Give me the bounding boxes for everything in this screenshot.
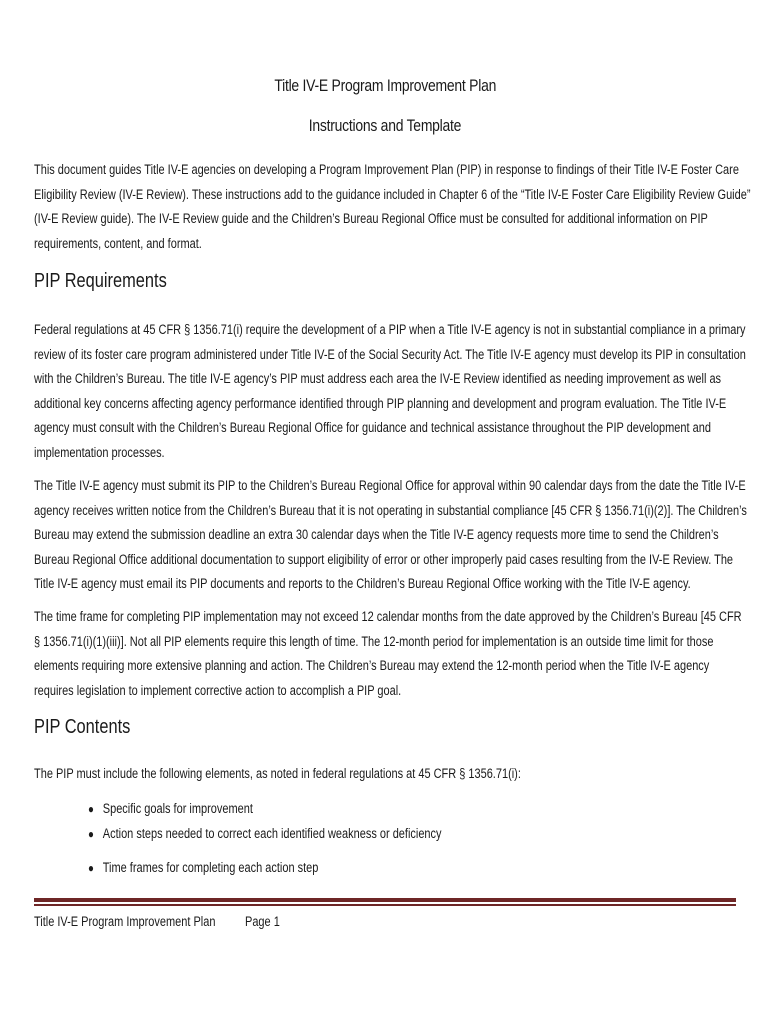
paragraph-line: Federal regulations at 45 CFR § 1356.71(i) require the development of a PIP when a Title IV-E agency is not in substantial compliance in a primary <box>34 322 746 337</box>
paragraph-line: elements requiring more extensive planning and action. The Children’s Bureau may extend the 12-month period when the Title IV-E agency <box>34 658 710 673</box>
intro-line: requirements, content, and format. <box>34 235 202 251</box>
page-number: Page 1 <box>245 914 280 929</box>
document-title: Title IV-E Program Improvement Plan <box>274 76 496 95</box>
list-item: ● Action steps needed to correct each identified weakness or deficiency <box>88 826 442 841</box>
section-heading-requirements: PIP Requirements <box>34 270 167 292</box>
paragraph-line: review of its foster care program administered under Title IV-E of the Social Security Act. The Title IV-E agency must develop its PIP in consultation <box>34 346 746 362</box>
intro-line: This document guides Title IV-E agencies on developing a Program Improvement Plan (PIP) in response to findings of their Title IV-E Foster Care <box>34 162 739 177</box>
requirements-paragraph-2 <box>34 474 747 597</box>
paragraph-line: with the Children’s Bureau. The title IV-E agency’s PIP must address each area the IV-E Review identified as needing improvement as well as <box>34 371 722 386</box>
bullet-icon: ● <box>88 827 94 841</box>
list-item: ● Time frames for completing each action step <box>88 860 319 875</box>
paragraph-line: additional key concerns affecting agency performance identified through PIP planning and development and program evaluation. The Title IV-E <box>34 395 727 411</box>
requirements-paragraph-3 <box>34 605 742 703</box>
paragraph-line: implementation processes. <box>34 444 165 460</box>
bullet-icon: ● <box>88 802 94 816</box>
paragraph-line: Title IV-E agency must email its PIP documents and reports to the Children’s Bureau Regional Office working with the Title IV-E agency. <box>34 576 691 591</box>
paragraph-line: Bureau may extend the submission deadline an extra 30 calendar days when the Title IV-E agency requests more time to send the Children’s <box>34 527 719 542</box>
paragraph-line: agency receives written notice from the Children’s Bureau that it is not operating in substantial compliance [45 CFR § 1356.71(i)(2)]. The Children’s <box>34 502 747 518</box>
intro-paragraph <box>34 158 750 256</box>
list-item: ● Specific goals for improvement <box>88 801 253 816</box>
document-subtitle: Instructions and Template <box>308 116 462 135</box>
paragraph-line: The Title IV-E agency must submit its PIP to the Children’s Bureau Regional Office for approval within 90 calendar days from the date the Title IV-E <box>34 478 746 493</box>
paragraph-line: Bureau Regional Office additional documentation to support eligibility of error or other improperly paid cases resulting from the IV-E Review. The <box>34 551 734 567</box>
requirements-paragraph-1 <box>34 318 746 465</box>
intro-line: (IV-E Review guide). The IV-E Review guide and the Children’s Bureau Regional Office must be consulted for additional information on PIP <box>34 211 708 226</box>
paragraph-line: The time frame for completing PIP implementation may not exceed 12 calendar months from the date approved by the Children’s Bureau [45 CFR <box>34 609 742 624</box>
intro-line: Eligibility Review (IV-E Review). These instructions add to the guidance included in Chapter 6 of the “Title IV-E Foster Care Eligibility Review Guide” <box>34 186 751 202</box>
footer-divider-thin <box>34 904 736 906</box>
paragraph-line: requires legislation to implement corrective action to accomplish a PIP goal. <box>34 682 402 698</box>
footer-title: Title IV-E Program Improvement Plan <box>34 914 216 929</box>
contents-intro: The PIP must include the following elements, as noted in federal regulations at 45 CFR § 1356.71(i): <box>34 766 521 781</box>
paragraph-line: agency must consult with the Children’s Bureau Regional Office for guidance and technical assistance throughout the PIP development and <box>34 420 711 435</box>
footer-divider <box>34 898 736 902</box>
paragraph-line: § 1356.71(i)(1)(iii)]. Not all PIP elements require this length of time. The 12-month period for implementation is an outside time limit for those <box>34 633 714 649</box>
section-heading-contents: PIP Contents <box>34 716 131 738</box>
bullet-icon: ● <box>88 861 94 875</box>
